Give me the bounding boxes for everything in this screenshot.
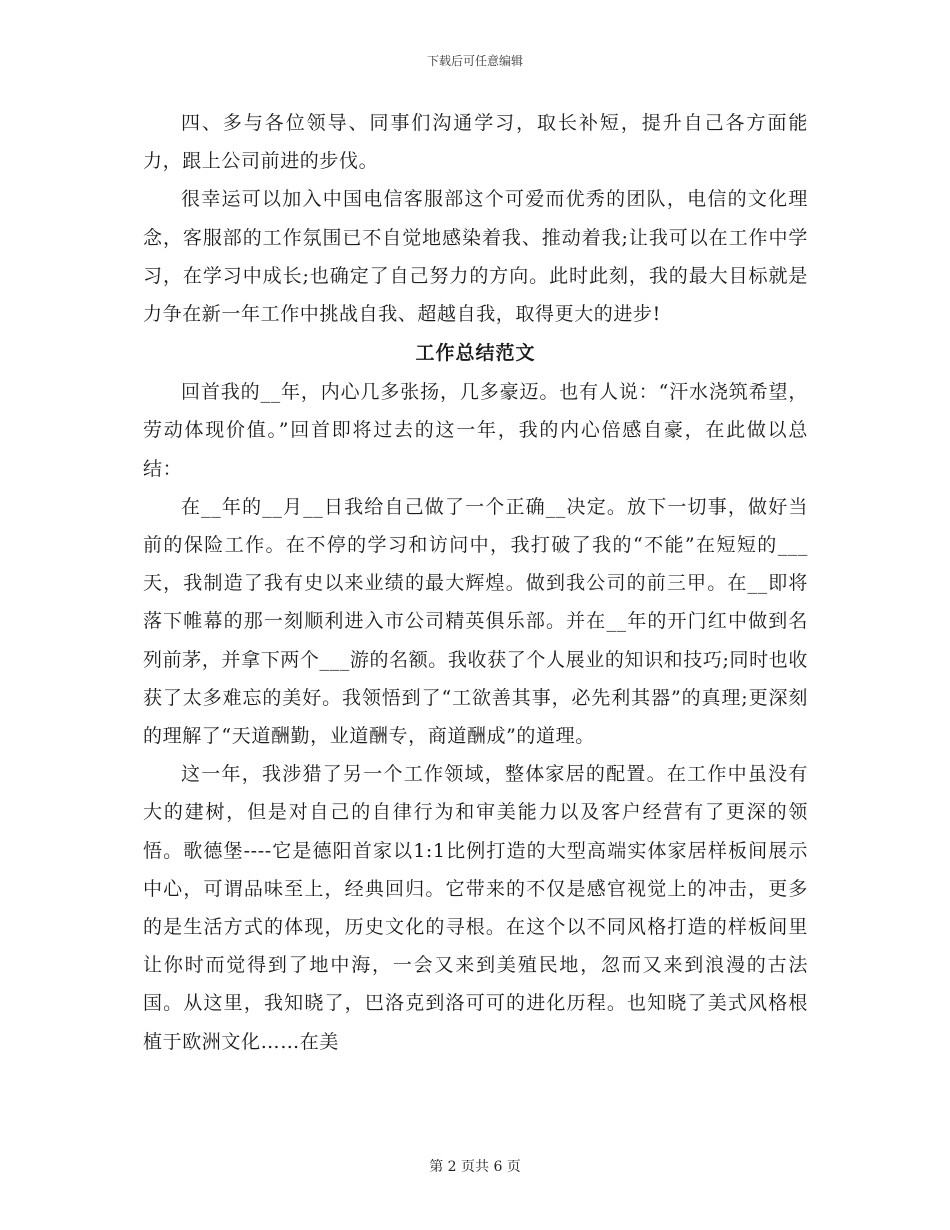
paragraph-insurance-achievement: 在__年的__月__日我给自己做了一个正确__决定。放下一切事，做好当前的保险工作。在不停的学习和访问中，我打破了我的“不能”在短短的___天，我制造了我有史以来业绩的最大辉煌。做到我公司的前三甲。在__即将落下帷幕的那一刻顺利进入市公司精英俱乐部。并在__年的开门红中做到名列前茅，并拿下两个___游的名额。我收获了个人展业的知识和技巧;同时也收获了太多难忘的美好。我领悟到了“工欲善其事，必先利其器”的真理;更深刻的理解了“天道酬勤，业道酬专，商道酬成”的道理。 [143, 495, 808, 748]
paragraph-year-review: 回首我的__年，内心几多张扬，几多豪迈。也有人说：“汗水浇筑希望，劳动体现价值。”回首即将过去的这一年，我的内心倍感自豪，在此做以总结： [143, 381, 808, 480]
page-number: 第 2 页共 6 页 [429, 1159, 521, 1175]
document-body [143, 104, 808, 1061]
paragraph-team-gratitude: 很幸运可以加入中国电信客服部这个可爱而优秀的团队，电信的文化理念，客服部的工作氛围已不自觉地感染着我、推动着我;让我可以在工作中学习，在学习中成长;也确定了自己努力的方向。此时此刻，我的最大目标就是力争在新一年工作中挑战自我、超越自我，取得更大的进步! [143, 188, 808, 326]
section-title: 工作总结范文 [415, 342, 536, 365]
paragraph-home-furnishing: 这一年，我涉猎了另一个工作领域，整体家居的配置。在工作中虽没有大的建树，但是对自己的自律行为和审美能力以及客户经营有了更深的领悟。歌德堡----它是德阳首家以1:1比例打造的大型高端实体家居样板间展示中心，可谓品味至上，经典回归。它带来的不仅是感官视觉上的冲击，更多的是生活方式的体现，历史文化的寻根。在这个以不同风格打造的样板间里让你时而觉得到了地中海，一会又来到美殖民地，忽而又来到浪漫的古法国。从这里，我知晓了，巴洛克到洛可可的进化历程。也知晓了美式风格根植于欧洲文化……在美 [143, 763, 808, 1053]
paragraph-improvement-point-four: 四、多与各位领导、同事们沟通学习，取长补短，提升自己各方面能力，跟上公司前进的步伐。 [143, 112, 808, 173]
page-header-note: 下载后可任意编辑 [426, 54, 523, 68]
